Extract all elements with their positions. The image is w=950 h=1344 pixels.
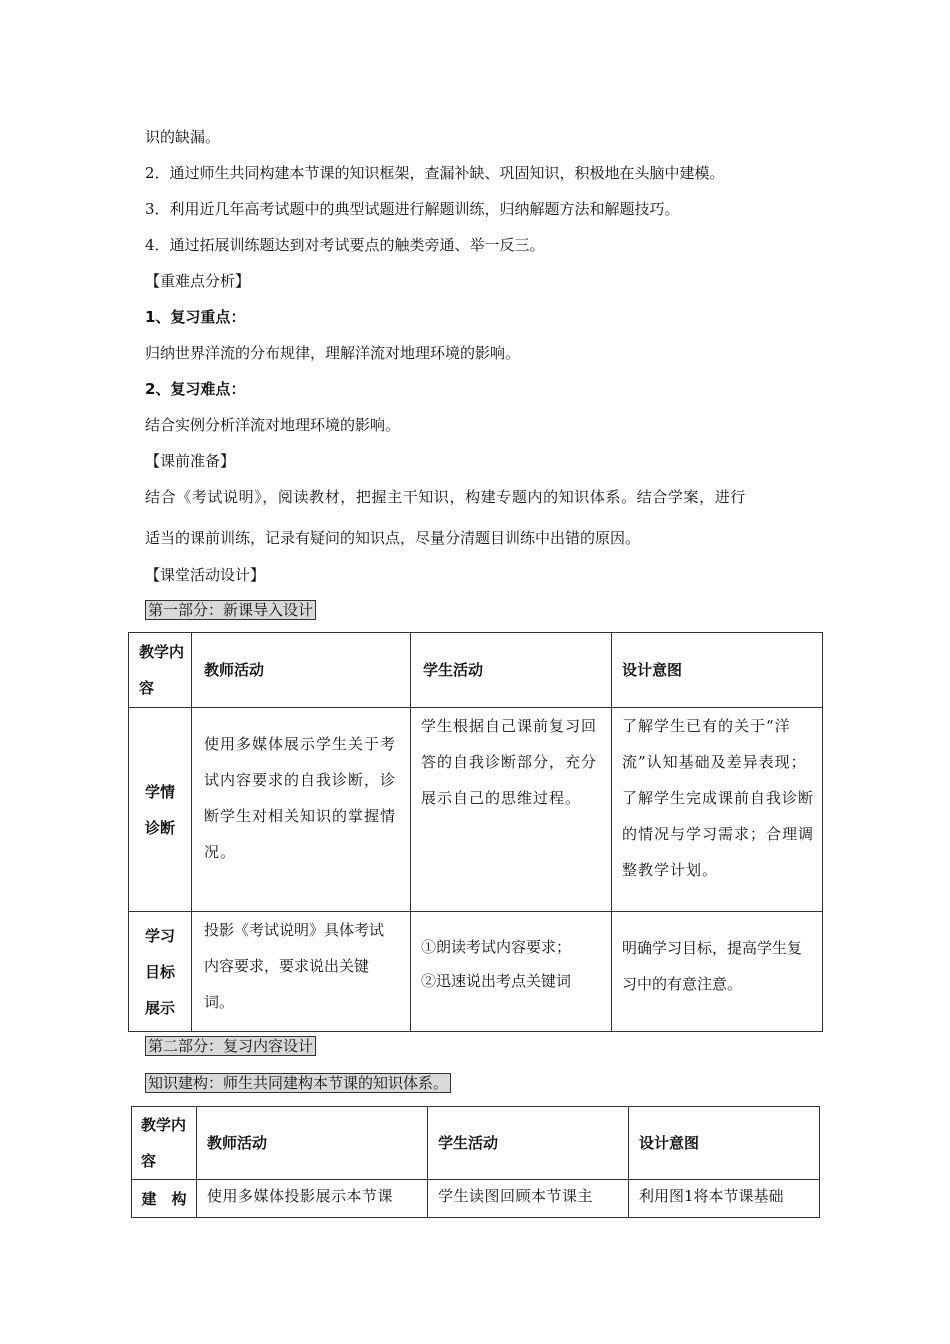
section-heading: 【课前准备】 xyxy=(145,452,236,470)
part-label: 第二部分：复习内容设计 xyxy=(145,1036,316,1056)
teacher-activity: 使用多媒体投影展示本节课 xyxy=(197,1180,428,1218)
text-line: 适当的课前训练，记录有疑问的知识点，尽量分清题目训练中出错的原因。 xyxy=(145,529,641,547)
text-line: 3．利用近几年高考试题中的典型试题进行解题训练，归纳解题方法和解题技巧。 xyxy=(145,200,680,218)
subheading: 1、复习重点： xyxy=(145,308,246,326)
text-line: 识的缺漏。 xyxy=(145,128,221,146)
section-heading: 【课堂活动设计】 xyxy=(145,566,266,584)
row-title: 学习目标展示 xyxy=(129,912,192,1032)
text-line: 结合实例分析洋流对地理环境的影响。 xyxy=(145,416,401,434)
student-activity xyxy=(411,912,612,1032)
text-line: 结合《考试说明》，阅读教材，把握主干知识，构建专题内的知识体系。结合学案，进行 xyxy=(145,488,746,506)
teacher-activity: 投影《考试说明》具体考试内容要求，要求说出关键词。 xyxy=(192,912,411,1032)
header-content: 教学内容 xyxy=(129,633,192,708)
text-line: 归纳世界洋流的分布规律，理解洋流对地理环境的影响。 xyxy=(145,344,521,362)
header-intent: 设计意图 xyxy=(612,633,823,708)
header-student: 学生活动 xyxy=(428,1107,629,1180)
student-activity: 学生读图回顾本节课主 xyxy=(428,1180,629,1218)
row-title: 学情诊断 xyxy=(129,708,192,912)
part-label: 知识建构：师生共同建构本节课的知识体系。 xyxy=(145,1073,451,1093)
design-intent: 利用图1将本节课基础 xyxy=(629,1180,820,1218)
design-intent: 明确学习目标，提高学生复习中的有意注意。 xyxy=(612,912,823,1032)
header-intent: 设计意图 xyxy=(629,1107,820,1180)
subheading: 2、复习难点： xyxy=(145,380,246,398)
header-content: 教学内容 xyxy=(132,1107,197,1180)
header-teacher: 教师活动 xyxy=(197,1107,428,1180)
design-intent: 了解学生已有的关于“洋流”认知基础及差异表现；了解学生完成课前自我诊断的情况与学习需求；合理调整教学计划。 xyxy=(612,708,823,912)
student-step: ①朗读考试内容要求； xyxy=(421,938,572,956)
student-activity: 学生根据自己课前复习回答的自我诊断部分，充分展示自己的思维过程。 xyxy=(411,708,612,912)
teacher-activity: 使用多媒体展示学生关于考试内容要求的自我诊断，诊断学生对相关知识的掌握情况。 xyxy=(192,708,411,912)
header-student: 学生活动 xyxy=(411,633,612,708)
section-heading: 【重难点分析】 xyxy=(145,272,251,290)
row-title: 建 构 xyxy=(132,1180,197,1218)
activity-table-2 xyxy=(131,1106,820,1218)
activity-table-1 xyxy=(128,632,823,1032)
header-teacher: 教师活动 xyxy=(192,633,411,708)
student-step: ②迅速说出考点关键词 xyxy=(421,972,572,990)
text-line: 2．通过师生共同构建本节课的知识框架，查漏补缺、巩固知识，积极地在头脑中建模。 xyxy=(145,164,725,182)
part-label: 第一部分：新课导入设计 xyxy=(145,600,316,620)
text-line: 4．通过拓展训练题达到对考试要点的触类旁通、举一反三。 xyxy=(145,236,545,254)
